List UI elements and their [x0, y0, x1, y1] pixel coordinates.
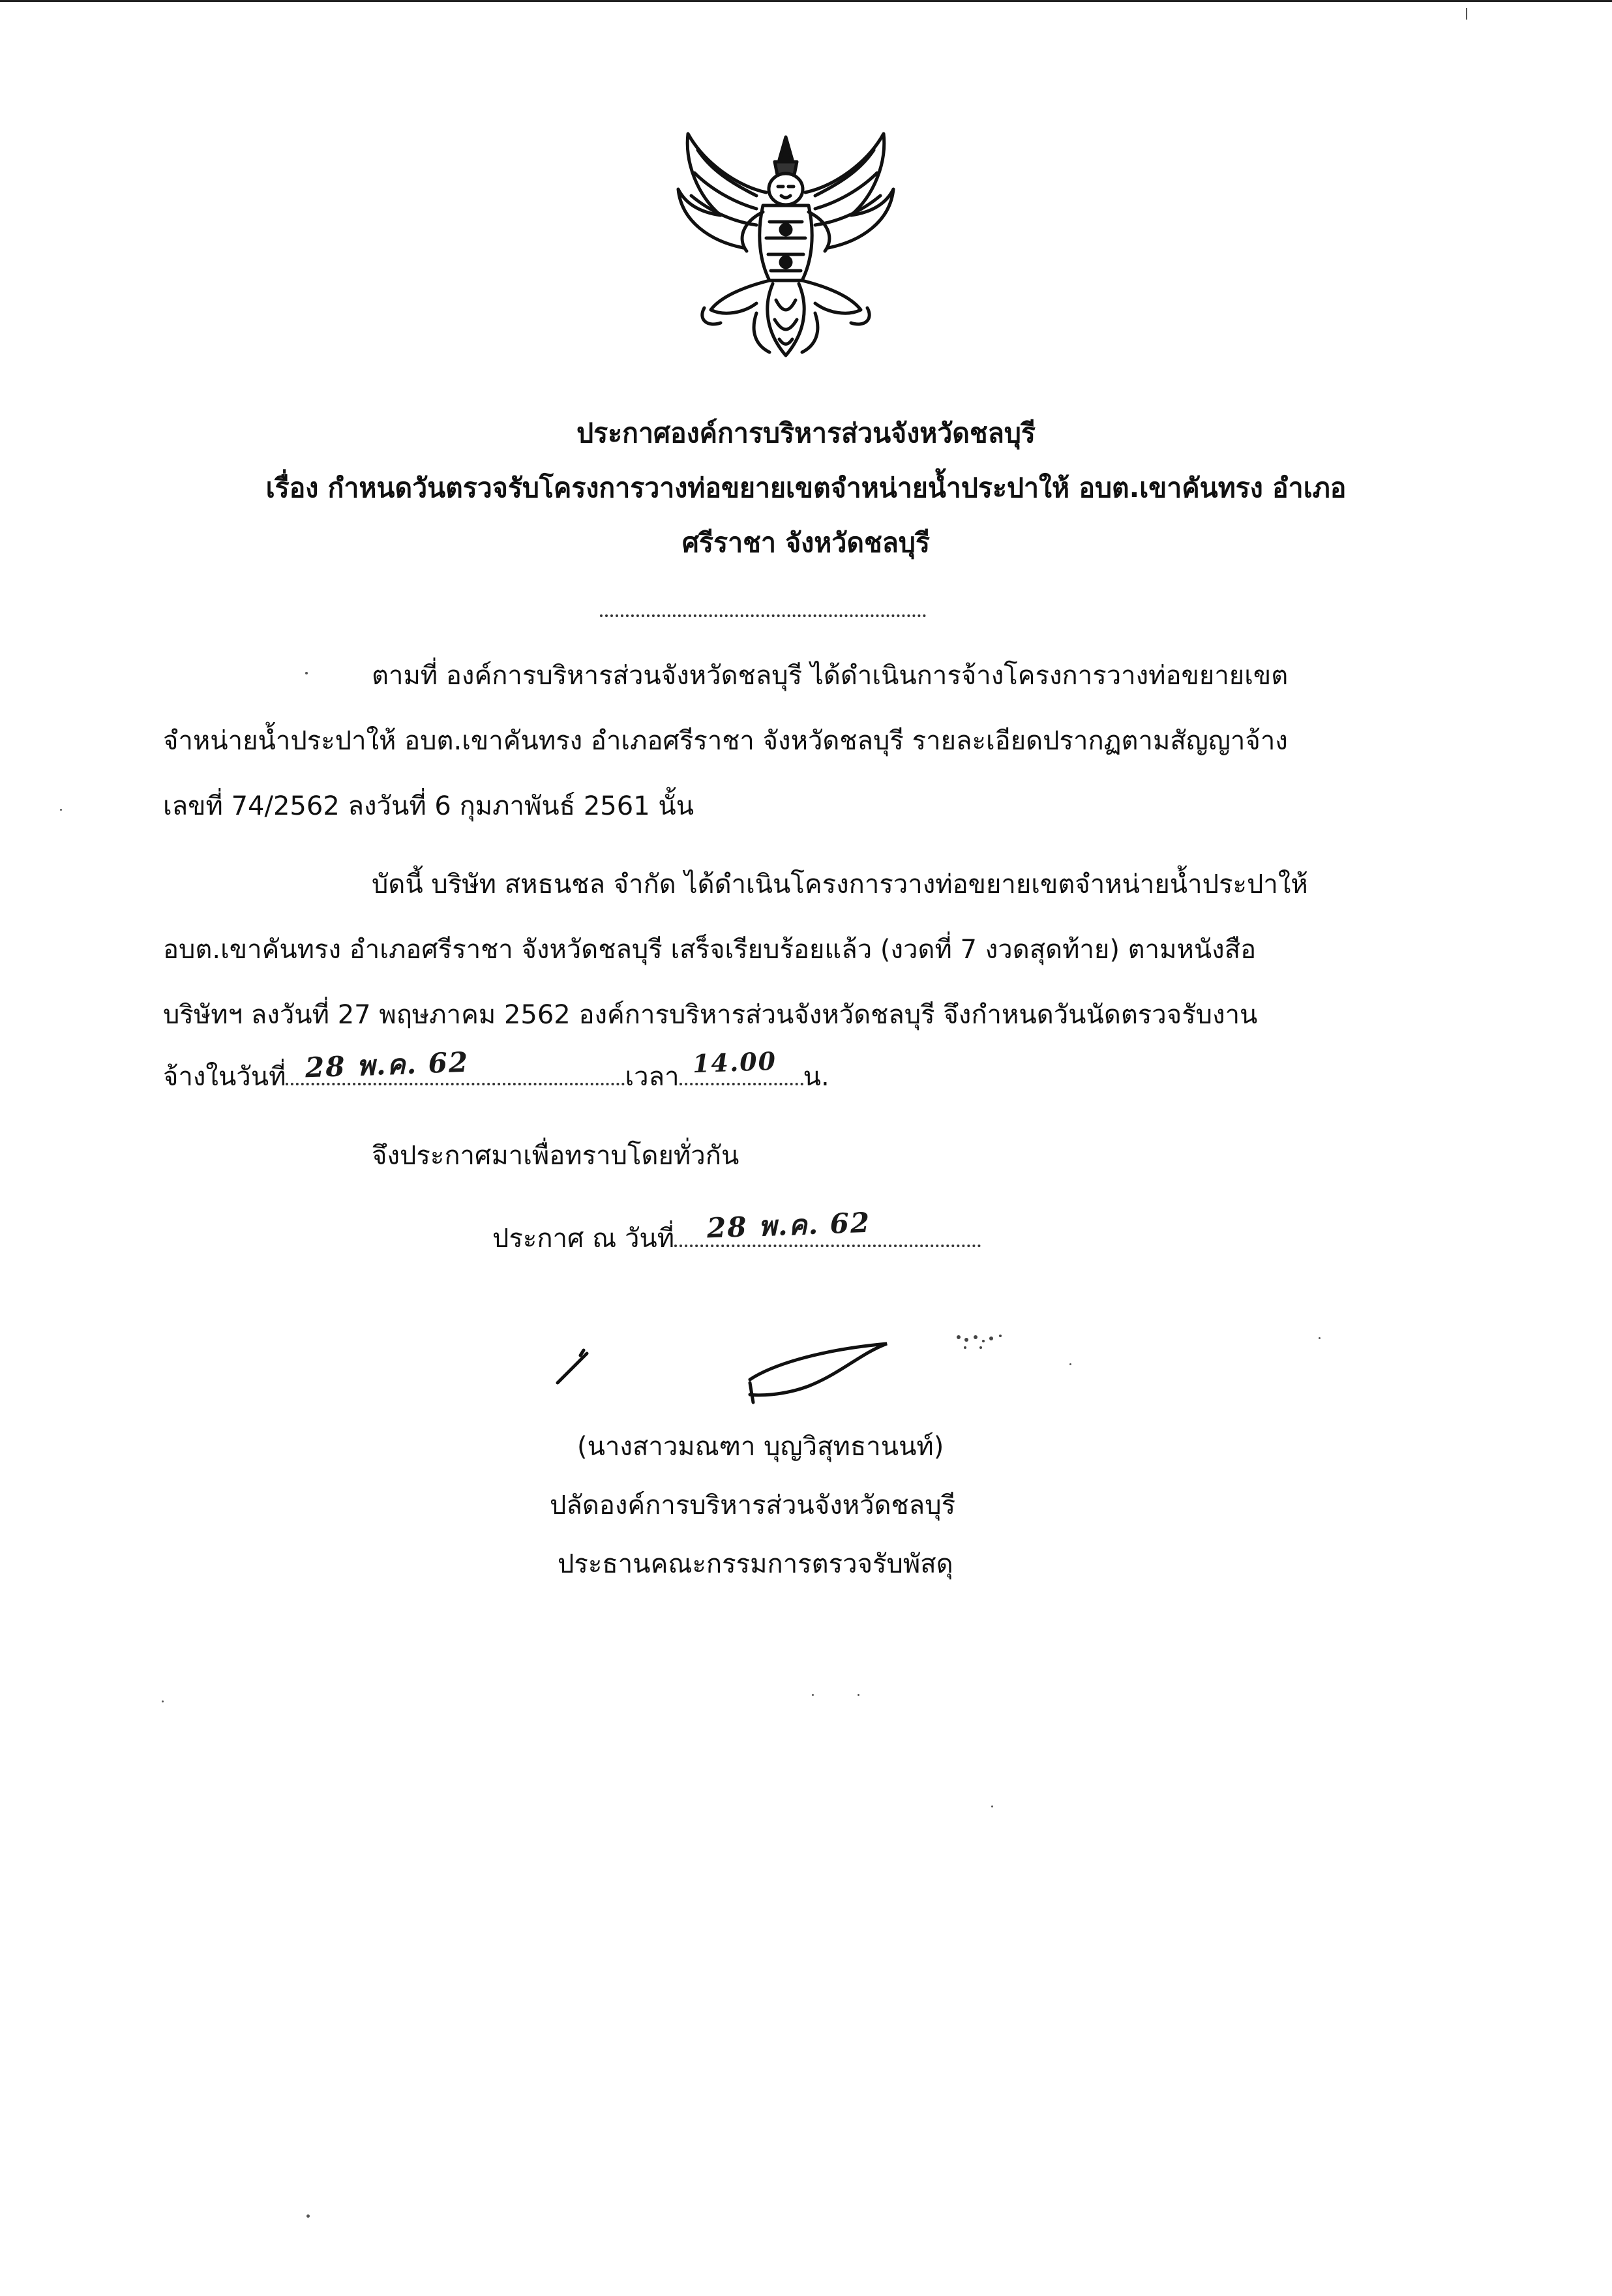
closing-line: จึงประกาศมาเพื่อทราบโดยทั่วกัน — [372, 1141, 739, 1171]
scan-edge-mark — [1466, 8, 1467, 20]
paragraph2-line2: อบต.เขาคันทรง อำเภอศรีราชา จังหวัดชลบุรี เสร็จเรียบร้อยแล้ว (งวดที่ 7 งวดสุดท้าย) ตามหนังสือ — [163, 935, 1257, 965]
handwritten-announce-date: 28 พ.ค. 62 — [706, 1206, 872, 1245]
inspection-date-line — [163, 1046, 829, 1093]
subject-line: เรื่อง กำหนดวันตรวจรับโครงการวางท่อขยายเขตจำหน่ายน้ำประปาให้ อบต.เขาคันทรง อำเภอ — [265, 472, 1347, 504]
scan-speck — [812, 1694, 814, 1696]
inspection-date-prefix: จ้างในวันที่ — [163, 1062, 286, 1092]
announce-date-line — [492, 1206, 981, 1254]
inspection-date-field — [286, 1046, 625, 1085]
signatory-role: ประธานคณะกรรมการตรวจรับพัสดุ — [558, 1549, 953, 1579]
scan-speck — [162, 1700, 164, 1702]
paragraph2-line3: บริษัทฯ ลงวันที่ 27 พฤษภาคม 2562 องค์การบริหารส่วนจังหวัดชลบุรี จึงกำหนดวันนัดตรวจรับงาน — [163, 1000, 1258, 1030]
inspection-time-label: เวลา — [625, 1062, 679, 1092]
signatory-name: (นางสาวมณฑา บุญวิสุทธานนท์) — [577, 1432, 944, 1462]
scan-speck — [60, 809, 62, 811]
paragraph2-line1: บัดนี้ บริษัท สหธนชล จำกัด ได้ดำเนินโครงการวางท่อขยายเขตจำหน่ายน้ำประปาให้ — [372, 869, 1308, 899]
handwritten-inspection-time: 14.00 — [691, 1046, 777, 1079]
subject-line-continued: ศรีราชา จังหวัดชลบุรี — [682, 527, 930, 558]
scan-speck — [1319, 1337, 1321, 1339]
paragraph1-line1: ตามที่ องค์การบริหารส่วนจังหวัดชลบุรี ได้ดำเนินการจ้างโครงการวางท่อขยายเขต — [372, 661, 1289, 691]
scan-speck — [306, 2214, 310, 2218]
document-title: ประกาศองค์การบริหารส่วนจังหวัดชลบุรี — [576, 417, 1036, 449]
paragraph1-line3: เลขที่ 74/2562 ลงวันที่ 6 กุมภาพันธ์ 2561 นั้น — [163, 791, 694, 821]
garuda-emblem-icon — [659, 124, 913, 365]
inspection-time-field — [679, 1046, 803, 1085]
scan-speck — [991, 1805, 993, 1807]
scan-speck — [1069, 1363, 1071, 1365]
announce-date-field — [674, 1206, 981, 1247]
announce-date-label: ประกาศ ณ วันที่ — [492, 1224, 675, 1254]
handwritten-inspection-date: 28 พ.ค. 62 — [305, 1046, 470, 1084]
inspection-time-suffix: น. — [803, 1062, 829, 1092]
paragraph1-line2: จำหน่ายน้ำประปาให้ อบต.เขาคันทรง อำเภอศรีราชา จังหวัดชลบุรี รายละเอียดปรากฏตามสัญญาจ้าง — [163, 726, 1288, 756]
scan-speck — [305, 672, 308, 674]
handwritten-signature — [535, 1318, 1004, 1415]
scan-speck — [858, 1694, 859, 1696]
title-separator — [600, 601, 926, 617]
scan-top-edge — [0, 0, 1612, 2]
signatory-position: ปลัดองค์การบริหารส่วนจังหวัดชลบุรี — [550, 1490, 956, 1520]
